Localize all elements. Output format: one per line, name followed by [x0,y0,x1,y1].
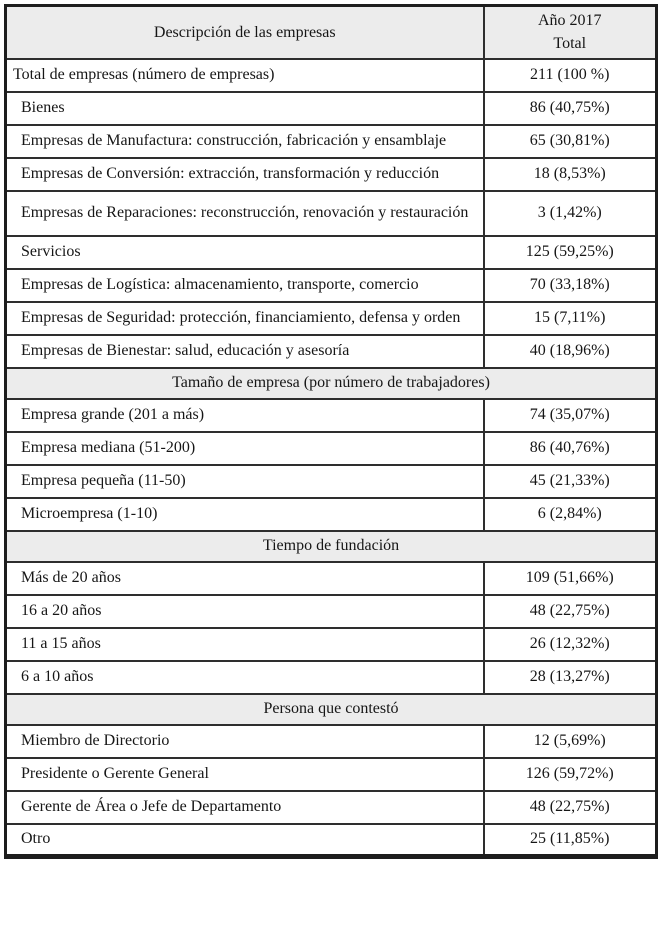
row-label: 11 a 15 años [6,628,484,661]
row-value: 3 (1,42%) [484,191,657,236]
row-label: Empresa grande (201 a más) [6,399,484,432]
row-label: Microempresa (1-10) [6,498,484,531]
table-row [6,758,657,791]
row-label: Empresas de Conversión: extracción, transformación y reducción [6,158,484,191]
row-value: 109 (51,66%) [484,562,657,595]
table-row [6,191,657,236]
row-label: Total de empresas (número de empresas) [6,59,484,92]
row-label: 16 a 20 años [6,595,484,628]
table-header-total-line: Total [553,35,587,53]
table-row [6,824,657,857]
row-value: 25 (11,85%) [484,824,657,857]
row-label: Empresa pequeña (11-50) [6,465,484,498]
row-label: Empresas de Manufactura: construcción, fabricación y ensamblaje [6,125,484,158]
table-row [6,628,657,661]
table-row [6,661,657,694]
row-label: Presidente o Gerente General [6,758,484,791]
table-row [6,725,657,758]
table-row [6,595,657,628]
table-row [6,791,657,824]
row-value: 86 (40,75%) [484,92,657,125]
table-header-description: Descripción de las empresas [6,6,484,59]
table-row [6,236,657,269]
table-row [6,59,657,92]
row-label: Servicios [6,236,484,269]
row-label: Otro [6,824,484,857]
section-title: Tiempo de fundación [6,531,657,562]
section-row [6,694,657,725]
table-row [6,498,657,531]
row-label: Miembro de Directorio [6,725,484,758]
table-row [6,269,657,302]
row-label: Empresas de Bienestar: salud, educación y asesoría [6,335,484,368]
row-value: 126 (59,72%) [484,758,657,791]
row-value: 15 (7,11%) [484,302,657,335]
table-header-year-total [484,6,657,59]
row-label: Empresas de Reparaciones: reconstrucción, renovación y restauración [6,191,484,236]
table-row [6,302,657,335]
row-value: 40 (18,96%) [484,335,657,368]
section-title: Tamaño de empresa (por número de trabajadores) [6,368,657,399]
row-value: 125 (59,25%) [484,236,657,269]
row-value: 28 (13,27%) [484,661,657,694]
row-label: Empresas de Logística: almacenamiento, transporte, comercio [6,269,484,302]
row-value: 6 (2,84%) [484,498,657,531]
row-value: 12 (5,69%) [484,725,657,758]
table-row [6,562,657,595]
table-row [6,158,657,191]
table-body [6,59,657,857]
row-value: 48 (22,75%) [484,595,657,628]
table-row [6,92,657,125]
table-row [6,465,657,498]
section-title: Persona que contestó [6,694,657,725]
table-row [6,432,657,465]
table-row [6,125,657,158]
company-summary-table [4,4,658,859]
row-label: Bienes [6,92,484,125]
row-label: 6 a 10 años [6,661,484,694]
row-label: Más de 20 años [6,562,484,595]
section-row [6,531,657,562]
table-header-row [6,6,657,59]
row-value: 86 (40,76%) [484,432,657,465]
row-value: 211 (100 %) [484,59,657,92]
section-row [6,368,657,399]
row-value: 74 (35,07%) [484,399,657,432]
table-header-year-line: Año 2017 [537,12,602,30]
row-value: 65 (30,81%) [484,125,657,158]
table-row [6,335,657,368]
row-value: 48 (22,75%) [484,791,657,824]
row-value: 70 (33,18%) [484,269,657,302]
table-row [6,399,657,432]
row-value: 45 (21,33%) [484,465,657,498]
row-value: 26 (12,32%) [484,628,657,661]
row-value: 18 (8,53%) [484,158,657,191]
row-label: Empresas de Seguridad: protección, financiamiento, defensa y orden [6,302,484,335]
row-label: Empresa mediana (51-200) [6,432,484,465]
row-label: Gerente de Área o Jefe de Departamento [6,791,484,824]
